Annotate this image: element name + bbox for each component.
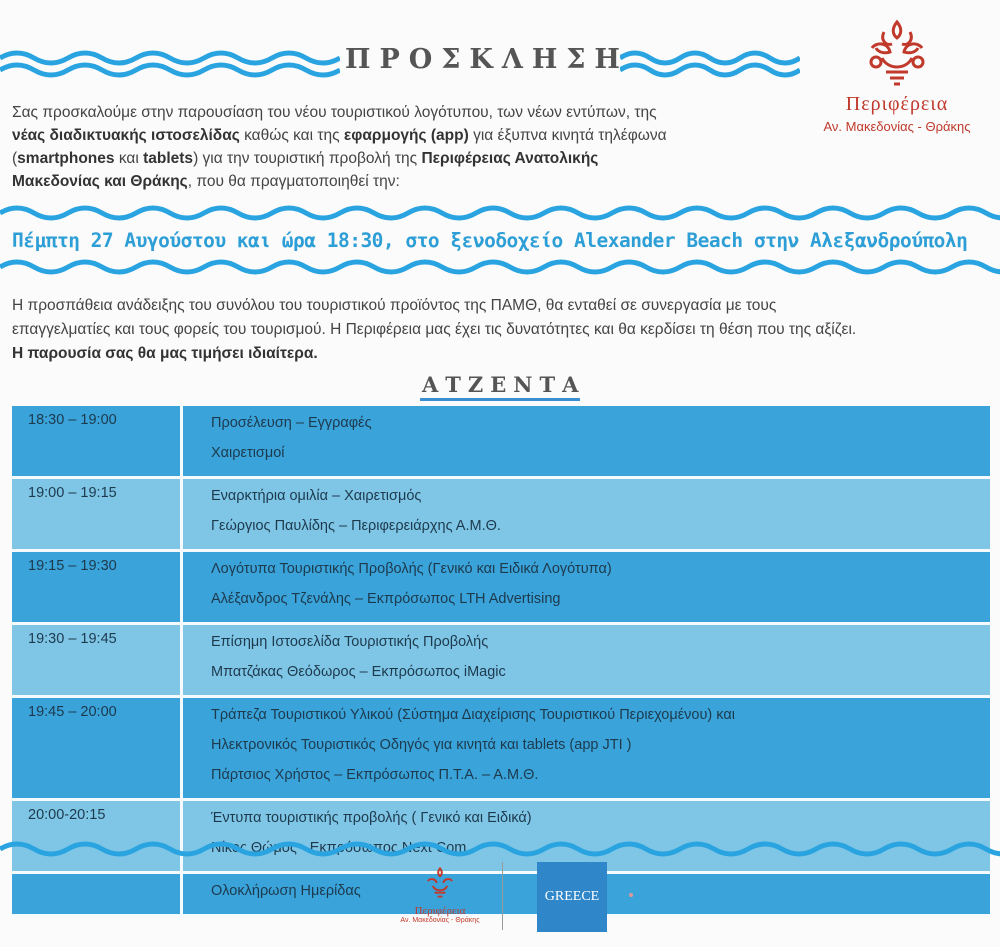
agenda-time: 20:00-20:15 (12, 800, 182, 873)
agenda-line: Προσέλευση – Εγγραφές (211, 415, 372, 431)
agenda-line: Λογότυπα Τουριστικής Προβολής (Γενικό και Ειδικά Λογότυπα) (211, 561, 612, 577)
agenda-time: 19:45 – 20:00 (12, 697, 182, 800)
region-emblem-icon (862, 18, 932, 86)
agenda-line: Έντυπα τουριστικής προβολής ( Γενικό και Ειδικά) (211, 810, 532, 826)
logo-subtitle: Αν. Μακεδονίας - Θράκης (823, 119, 971, 134)
footer-logo-name: Περιφέρεια (414, 905, 466, 917)
region-logo (812, 18, 982, 134)
event-wave-top-decoration (0, 200, 1000, 226)
intro-line-4: Μακεδονίας και Θράκης, που θα πραγματοποιηθεί την: (12, 173, 400, 190)
agenda-row (12, 551, 990, 624)
agenda-underline (420, 398, 580, 401)
agenda-description (182, 406, 991, 478)
footer-divider (502, 862, 503, 930)
agenda-row (12, 697, 990, 800)
agenda-line: Ολοκλήρωση Ημερίδας (211, 883, 361, 899)
event-wave-bottom-decoration (0, 254, 1000, 280)
agenda-line: Πάρτσιος Χρήστος – Εκπρόσωπος Π.Τ.Α. – Α.Μ.Θ. (211, 767, 539, 783)
footer-region-logo (400, 866, 480, 924)
top-right-wave-decoration (620, 42, 800, 82)
agenda-description (182, 551, 991, 624)
footer-logo-subtitle: Αν. Μακεδονίας - Θράκης (400, 917, 480, 924)
agenda-row (12, 406, 990, 478)
top-left-wave-decoration (0, 42, 340, 82)
agenda-line: Αλέξανδρος Τζενάλης – Εκπρόσωπος LTH Advertising (211, 591, 561, 607)
intro-paragraph (12, 101, 782, 193)
logo-name: Περιφέρεια (845, 93, 949, 115)
agenda-line: Γεώργιος Παυλίδης – Περιφερειάρχης Α.Μ.Θ. (211, 518, 501, 534)
agenda-line: Ηλεκτρονικός Τουριστικός Οδηγός για κινητά και tablets (app JTI ) (211, 737, 632, 753)
agenda-line: Μπατζάκας Θεόδωρος – Εκπρόσωπος iMagic (211, 664, 506, 680)
intro-line-1: Σας προσκαλούμε στην παρουσίαση του νέου τουριστικού λογότυπου, των νέων εντύπων, της (12, 104, 657, 121)
page-title: ΠΡΟΣΚΛΗΣΗ (345, 44, 629, 75)
agenda-description (182, 697, 991, 800)
agenda-time: 19:30 – 19:45 (12, 624, 182, 697)
agenda-time: 19:00 – 19:15 (12, 478, 182, 551)
agenda-title: ΑΤΖΕΝΤΑ (422, 372, 586, 397)
intro-line-3: (smartphones και tablets) για την τουριστική προβολή της Περιφέρειας Ανατολικής (12, 150, 599, 167)
body-paragraph (12, 294, 987, 366)
agenda-time: 19:15 – 19:30 (12, 551, 182, 624)
greece-logo: GREECE (537, 862, 607, 932)
agenda-line: Χαιρετισμοί (211, 445, 285, 461)
agenda-time (12, 873, 182, 916)
footer-emblem-icon (423, 866, 457, 900)
body-line-1: Η προσπάθεια ανάδειξης του συνόλου του τουριστικού προϊόντος της ΠΑΜΘ, θα ενταθεί σε συνεργασία με τους (12, 297, 777, 314)
agenda-line: Εναρκτήρια ομιλία – Χαιρετισμός (211, 488, 422, 504)
intro-line-2: νέας διαδικτυακής ιστοσελίδας καθώς και της εφαρμογής (app) για έξυπνα κινητά τηλέφωνα (12, 127, 667, 144)
agenda-line: Νίκος Θώμος - Εκπρόσωπος Next Com (211, 840, 467, 856)
body-line-2: επαγγελματίες και τους φορείς του τουρισμού. Η Περιφέρεια μας έχει τις δυνατότητες και θα κερδίσει τη θέση που της αξίζει. (12, 321, 857, 338)
agenda-time: 18:30 – 19:00 (12, 406, 182, 478)
decorative-dot (629, 893, 633, 897)
agenda-row (12, 873, 990, 916)
agenda-row (12, 478, 990, 551)
agenda-row (12, 624, 990, 697)
agenda-description (182, 624, 991, 697)
agenda-description (182, 478, 991, 551)
agenda-line: Επίσημη Ιστοσελίδα Τουριστικής Προβολής (211, 634, 489, 650)
bottom-wave-decoration (0, 836, 1000, 862)
agenda-line: Τράπεζα Τουριστικού Υλικού (Σύστημα Διαχείρισης Τουριστικού Περιεχομένου) και (211, 707, 735, 723)
event-date-location: Πέμπτη 27 Αυγούστου και ώρα 18:30, στο ξενοδοχείο Alexander Beach στην Αλεξανδρούπολη (12, 229, 968, 252)
body-line-3: Η παρουσία σας θα μας τιμήσει ιδιαίτερα. (12, 345, 318, 362)
